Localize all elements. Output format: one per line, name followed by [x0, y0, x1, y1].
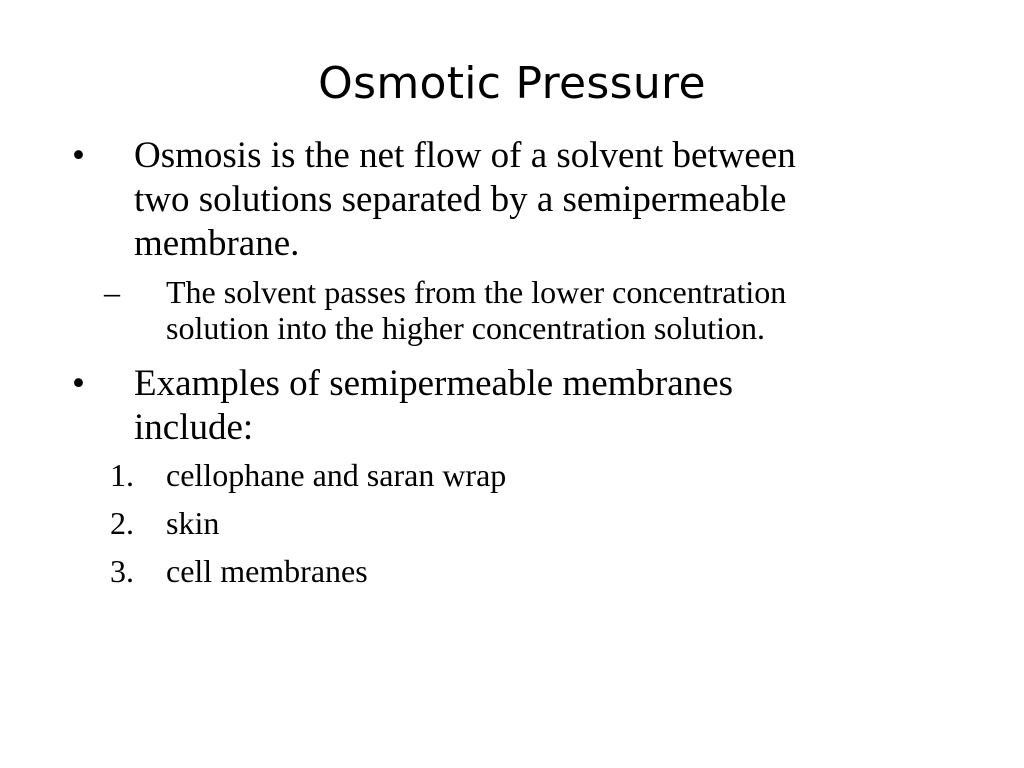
example-item: cell membranes — [166, 553, 368, 589]
example-item: cellophane and saran wrap — [166, 457, 507, 493]
sub-bullet-line-2: solution into the higher concentration solution. — [166, 310, 766, 346]
bullet-icon: • — [72, 135, 85, 176]
bullet-1-line-1: Osmosis is the net flow of a solvent between — [134, 135, 796, 176]
bullet-2-line-1: Examples of semipermeable membranes — [134, 363, 733, 404]
bullet-icon: • — [72, 363, 85, 404]
example-number: 3. — [110, 553, 134, 589]
sub-bullet-line-1: The solvent passes from the lower concentration — [166, 274, 787, 310]
example-item: skin — [166, 505, 220, 541]
example-number: 1. — [110, 457, 134, 493]
bullet-2-line-2: include: — [134, 407, 254, 448]
dash-icon: – — [104, 274, 120, 310]
example-number: 2. — [110, 505, 134, 541]
slide-title: Osmotic Pressure — [318, 58, 706, 109]
bullet-1-line-2: two solutions separated by a semipermeable — [134, 179, 787, 220]
bullet-1-line-3: membrane. — [134, 223, 300, 264]
